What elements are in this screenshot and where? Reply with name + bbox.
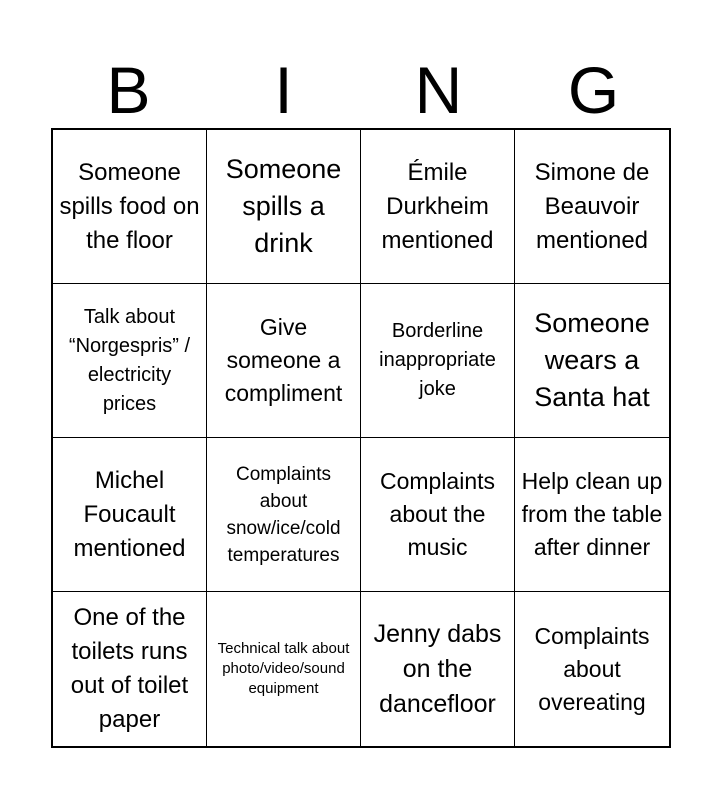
bingo-cell[interactable] — [361, 592, 515, 746]
bingo-cell[interactable] — [53, 130, 207, 284]
header-letter-i: I — [274, 53, 293, 127]
cell-label: Technical talk about photo/video/sound equipment — [217, 640, 350, 697]
bingo-cell[interactable] — [361, 438, 515, 592]
cell-label: Someone spills a drink — [225, 154, 342, 258]
cell-label: Jenny dabs on the dancefloor — [373, 619, 502, 718]
cell-label: One of the toilets runs out of toilet paper — [70, 604, 189, 733]
cell-label: Simone de Beauvoir mentioned — [534, 158, 650, 254]
bingo-cell[interactable] — [361, 284, 515, 438]
cell-label: Complaints about snow/ice/cold temperatures — [226, 463, 341, 566]
cell-label: Émile Durkheim mentioned — [381, 158, 494, 254]
cell-label: Someone spills food on the floor — [59, 158, 200, 254]
bingo-cell[interactable] — [53, 592, 207, 746]
bingo-cell[interactable] — [207, 130, 361, 284]
bingo-cell[interactable] — [515, 130, 669, 284]
cell-label: Complaints about overeating — [534, 622, 650, 715]
cell-label: Help clean up from the table after dinner — [521, 468, 663, 560]
header-letter-n: N — [414, 53, 463, 127]
cell-label: Complaints about the music — [379, 468, 496, 560]
cell-label: Michel Foucault mentioned — [73, 466, 186, 562]
cell-label: Give someone a compliment — [224, 314, 343, 406]
header-letter-g: G — [567, 53, 620, 127]
bingo-cell[interactable] — [53, 284, 207, 438]
cell-label: Borderline inappropriate joke — [379, 320, 496, 400]
bingo-cell[interactable] — [207, 438, 361, 592]
bingo-cell[interactable] — [207, 592, 361, 746]
bingo-cell[interactable] — [361, 130, 515, 284]
bingo-cell[interactable] — [207, 284, 361, 438]
bingo-cell[interactable] — [515, 284, 669, 438]
cell-label: Talk about “Norgespris” / electricity prices — [68, 305, 191, 415]
cell-label: Someone wears a Santa hat — [534, 308, 650, 412]
bingo-cell[interactable] — [515, 438, 669, 592]
bingo-board — [51, 128, 671, 748]
header-letter-b: B — [106, 53, 151, 127]
bingo-cell[interactable] — [53, 438, 207, 592]
bingo-header — [51, 52, 671, 128]
bingo-cell[interactable] — [515, 592, 669, 746]
